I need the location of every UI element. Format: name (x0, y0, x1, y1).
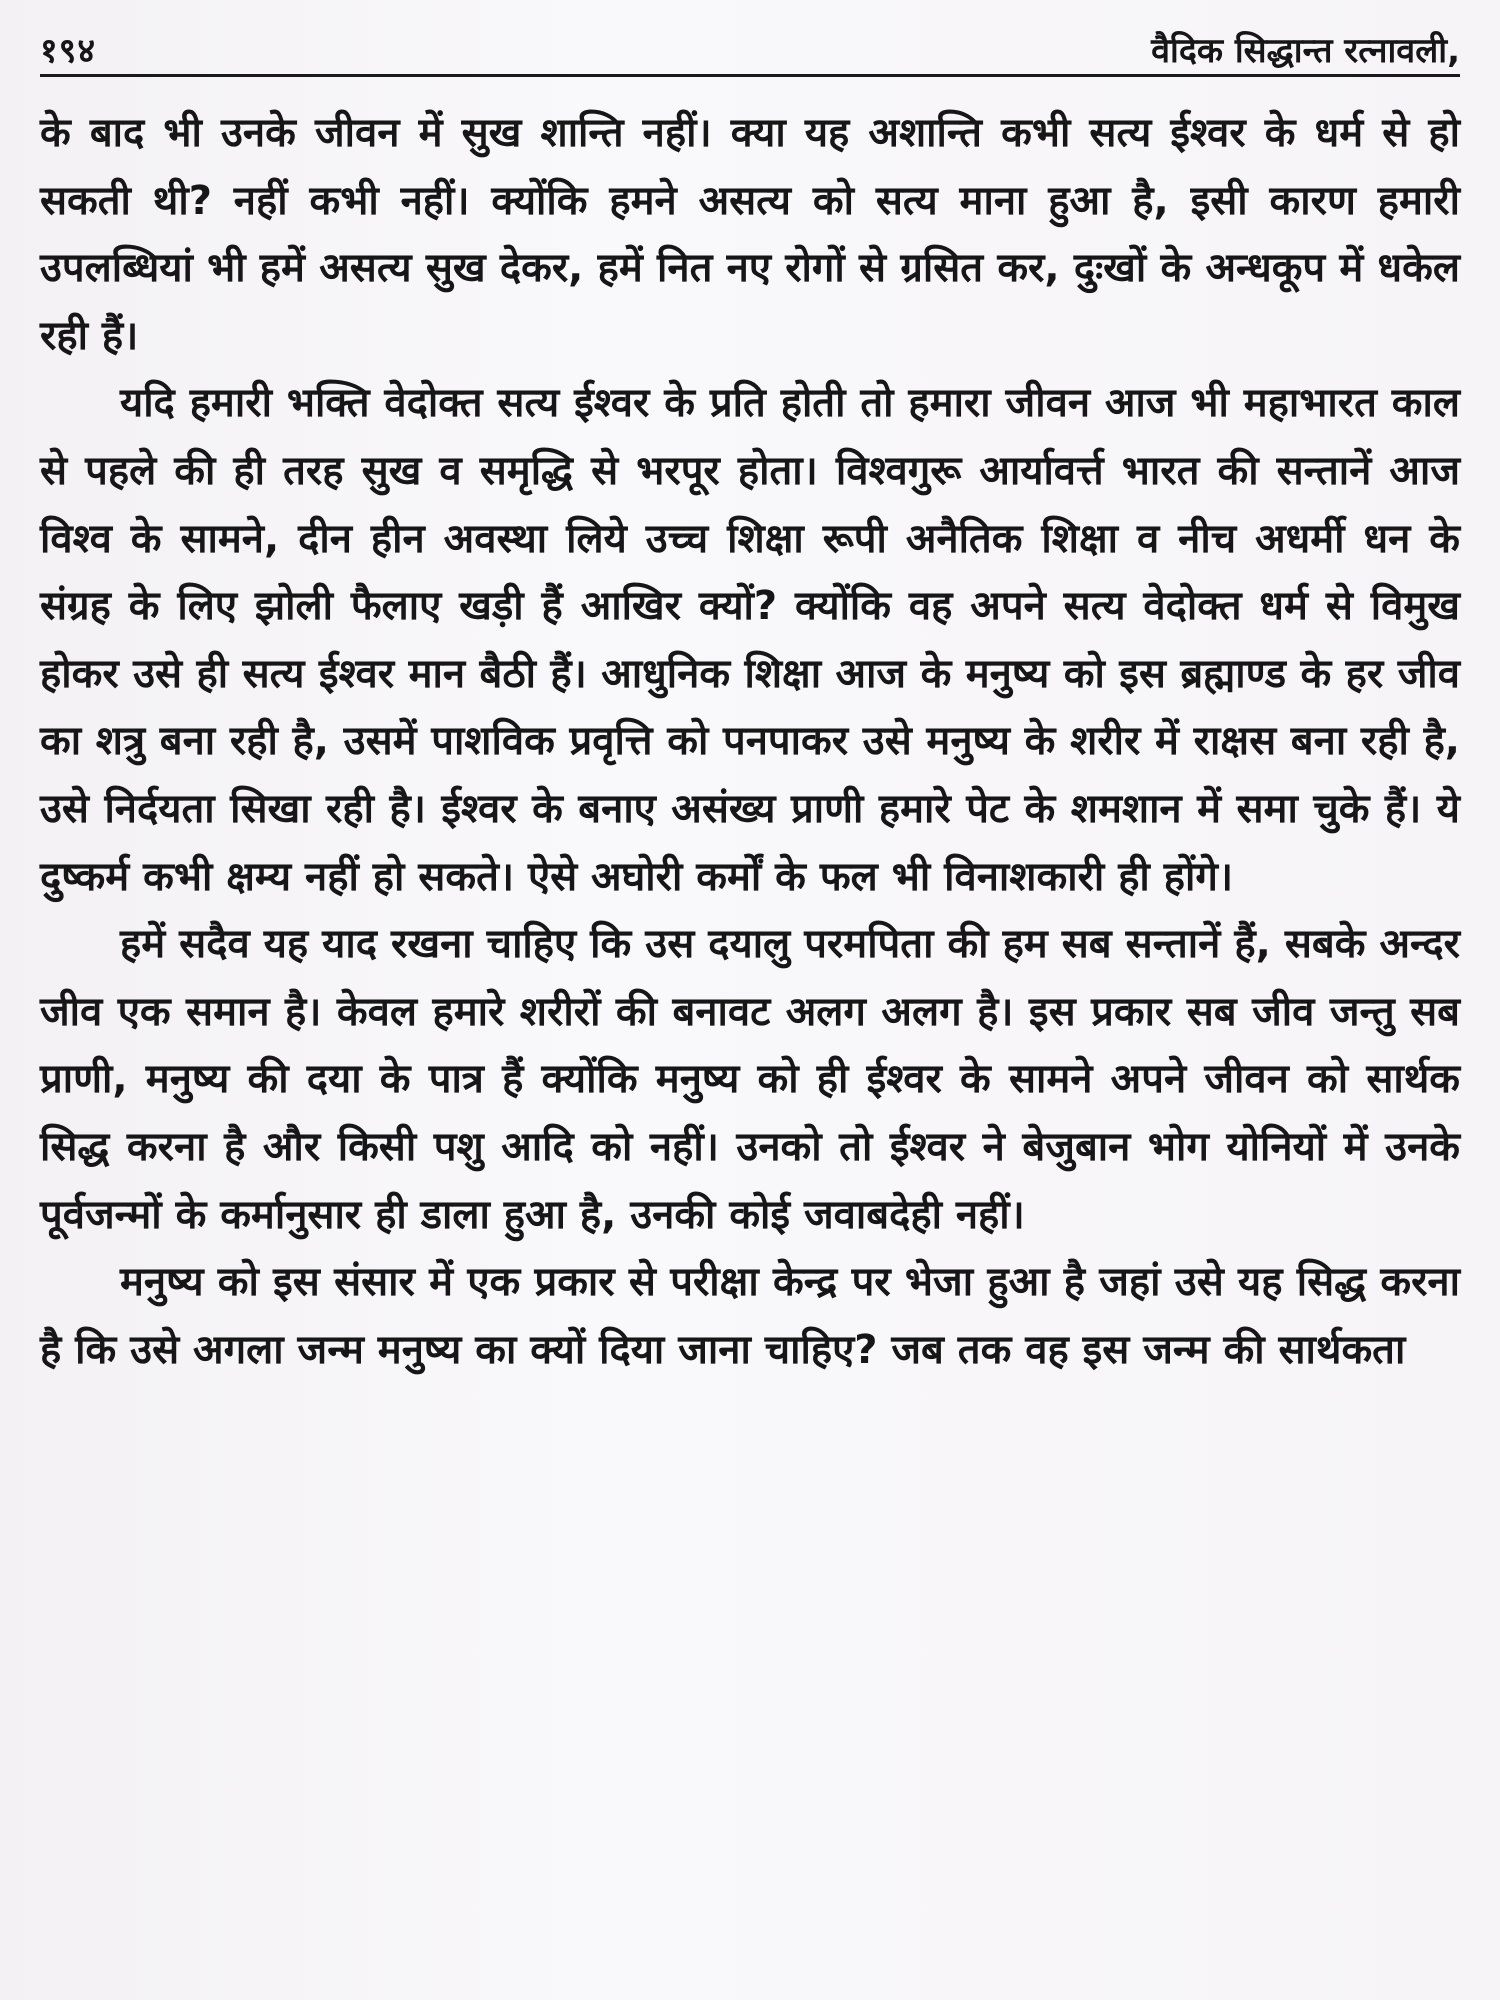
paragraph-continuation: के बाद भी उनके जीवन में सुख शान्ति नहीं। क्या यह अशान्ति कभी सत्य ईश्वर के धर्म से हो सकती थी? नहीं कभी नहीं। क्योंकि हमने असत्य को सत्य माना हुआ है, इसी कारण हमारी उपलब्धियां भी हमें असत्य सुख देकर, हमें नित नए रोगों से ग्रसित कर, दुःखों के अन्धकूप में धकेल रही हैं। (40, 110, 1460, 359)
paragraph-examination: मनुष्य को इस संसार में एक प्रकार से परीक्षा केन्द्र पर भेजा हुआ है जहां उसे यह सिद्ध करना है कि उसे अगला जन्म मनुष्य का क्यों दिया जाना चाहिए? जब तक वह इस जन्म की सार्थकता (40, 1259, 1460, 1373)
page-header (40, 22, 1460, 74)
running-title: वैदिक सिद्धान्त रत्नावली, (1151, 31, 1460, 71)
paragraph-compassion: हमें सदैव यह याद रखना चाहिए कि उस दयालु परमपिता की हम सब सन्तानें हैं, सबके अन्दर जीव एक समान है। केवल हमारे शरीरों की बनावट अलग अलग है। इस प्रकार सब जीव जन्तु सब प्राणी, मनुष्य की दया के पात्र हैं क्योंकि मनुष्य को ही ईश्वर के सामने अपने जीवन को सार्थक सिद्ध करना है और किसी पशु आदि को नहीं। उनको तो ईश्वर ने बेजुबान भोग योनियों में उनके पूर्वजन्मों के कर्मानुसार ही डाला हुआ है, उनकी कोई जवाबदेही नहीं। (40, 921, 1460, 1238)
paragraph-devotion: यदि हमारी भक्ति वेदोक्त सत्य ईश्वर के प्रति होती तो हमारा जीवन आज भी महाभारत काल से पहले की ही तरह सुख व समृद्धि से भरपूर होता। विश्वगुरू आर्यावर्त्त भारत की सन्तानें आज विश्व के सामने, दीन हीन अवस्था लिये उच्च शिक्षा रूपी अनैतिक शिक्षा व नीच अधर्मी धन के संग्रह के लिए झोली फैलाए खड़ी हैं आखिर क्यों? क्योंकि वह अपने सत्य वेदोक्त धर्म से विमुख होकर उसे ही सत्य ईश्वर मान बैठी हैं। आधुनिक शिक्षा आज के मनुष्य को इस ब्रह्माण्ड के हर जीव का शत्रु बना रही है, उसमें पाशविक प्रवृत्ति को पनपाकर उसे मनुष्य के शरीर में राक्षस बना रही है, उसे निर्दयता सिखा रही है। ईश्वर के बनाए असंख्य प्राणी हमारे पेट के शमशान में समा चुके हैं। ये दुष्कर्म कभी क्षम्य नहीं हो सकते। ऐसे अघोरी कर्मों के फल भी विनाशकारी ही होंगे। (40, 380, 1460, 900)
body-text (40, 100, 1460, 1384)
page-number: १९४ (40, 31, 97, 71)
header-divider (40, 74, 1460, 77)
